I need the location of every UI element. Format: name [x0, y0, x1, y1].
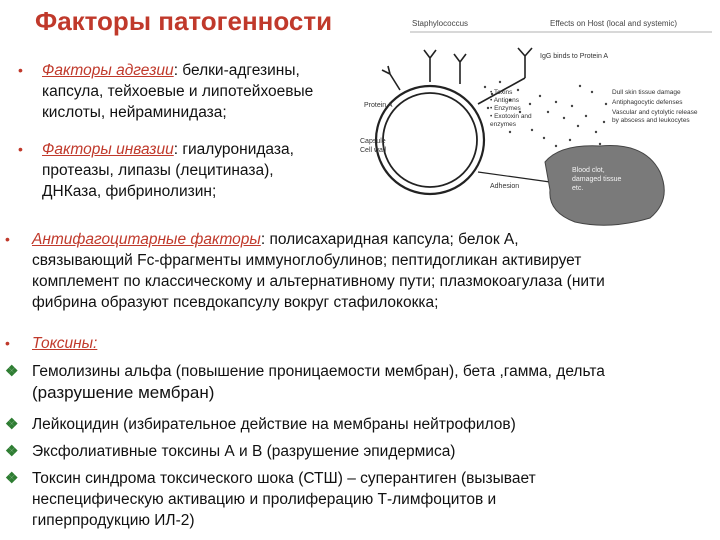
- toxin-text-line: Эксфолиативные токсины А и В (разрушение эпидермиса): [32, 443, 456, 460]
- effects-line: Vascular and cytolytic release: [612, 109, 698, 116]
- bullet-marker: •: [18, 141, 23, 157]
- bullet-marker: •: [5, 335, 10, 351]
- invasion-factors-link[interactable]: Факторы инвазии: [42, 141, 174, 158]
- bullet-text-line: : белки-адгезины,: [173, 62, 300, 79]
- bullet-text-line: связывающий Fc-фрагменты иммуноглобулинов; пептидогликан активирует: [32, 252, 582, 269]
- adhesion-label: Adhesion: [490, 183, 520, 190]
- protein-a-label: Protein A: [364, 102, 393, 109]
- diagram-header-left: Staphylococcus: [412, 19, 469, 28]
- enzymes-line: • Enzymes: [490, 105, 521, 112]
- diagram-header-right: Effects on Host (local and systemic): [550, 19, 678, 28]
- toxin-text-line: (разрушение мембран): [32, 383, 215, 402]
- effects-line: Dull skin tissue damage: [612, 89, 681, 96]
- bullet-toxins: [5, 333, 717, 354]
- host-effects-list: [612, 89, 698, 124]
- bullet-text-line: : полисахаридная капсула; белок А,: [260, 231, 519, 248]
- bullet-text-line: капсула, тейхоевые и липотейхоевые: [42, 83, 314, 100]
- adhesion-factors-link[interactable]: Факторы адгезии: [42, 62, 174, 79]
- diamond-bullet-icon: ❖: [5, 470, 19, 487]
- enzymes-list: [490, 89, 532, 128]
- adhesion-arrow: [478, 172, 550, 182]
- capsule-label: Capsule: [360, 138, 386, 145]
- enzymes-line: • Exotoxin and: [490, 113, 532, 120]
- toxin-item-leukocidin: [5, 414, 717, 435]
- bullet-text-line: ДНКаза, фибринолизин;: [42, 183, 217, 200]
- blood-box-line: damaged tissue: [572, 176, 622, 183]
- toxins-link[interactable]: Токсины:: [32, 335, 98, 352]
- bullet-text-line: протеазы, липазы (лецитиназа),: [42, 162, 274, 179]
- bullet-text-line: : гиалуронидаза,: [173, 141, 294, 158]
- antiphagocytic-factors-link[interactable]: Антифагоцитарные факторы: [32, 231, 261, 248]
- page-title: Факторы патогенности: [35, 6, 333, 36]
- bullet-text-line: фибрина образуют псевдокапсулу вокруг стафилококка;: [32, 294, 439, 311]
- enzymes-line: • Toxins: [490, 89, 513, 96]
- diamond-bullet-icon: ❖: [5, 363, 19, 380]
- enzymes-line: enzymes: [490, 121, 517, 128]
- bullet-marker: •: [18, 62, 23, 78]
- diamond-bullet-icon: ❖: [5, 416, 19, 433]
- bullet-text-line: кислоты, нейраминидаза;: [42, 104, 227, 121]
- bullet-marker: •: [5, 231, 10, 247]
- effects-line: by abscess and leukocytes: [612, 117, 690, 124]
- toxin-text-line: Токсин синдрома токсического шока (СТШ) – суперантиген (вызывает: [32, 470, 536, 487]
- bullet-invasion: [18, 139, 363, 202]
- enzymes-line: • Antigens: [490, 97, 520, 104]
- toxin-item-tsst: [5, 468, 717, 531]
- diamond-bullet-icon: ❖: [5, 443, 19, 460]
- blood-box-line: etc.: [572, 185, 584, 192]
- cell-inner-membrane: [383, 93, 477, 187]
- toxin-text-line: Гемолизины альфа (повышение проницаемости мембран), бета ,гамма, дельта: [32, 363, 605, 380]
- staphylococcus-diagram: [360, 12, 715, 232]
- cell-wall-label: Cell wall: [360, 147, 387, 154]
- igg-label: IgG binds to Protein A: [540, 53, 609, 60]
- blood-box-line: Blood clot,: [572, 167, 605, 174]
- bullet-adhesion: [18, 60, 363, 123]
- bullet-text-line: комплемент по классическому и альтернативному пути; плазмокоагулаза (нити: [32, 273, 605, 290]
- effects-line: Antiphagocytic defenses: [612, 99, 683, 106]
- toxin-item-exfoliative: [5, 441, 717, 462]
- bullet-antiphagocytic: [5, 229, 717, 313]
- host-tissue-blob: [545, 146, 664, 226]
- toxin-text-line: Лейкоцидин (избирательное действие на мембраны нейтрофилов): [32, 416, 516, 433]
- toxin-text-line: гиперпродукцию ИЛ-2): [32, 512, 195, 529]
- toxin-item-hemolysins: [5, 361, 717, 404]
- toxin-text-line: неспецифическую активацию и пролиферацию Т-лимфоцитов и: [32, 491, 497, 508]
